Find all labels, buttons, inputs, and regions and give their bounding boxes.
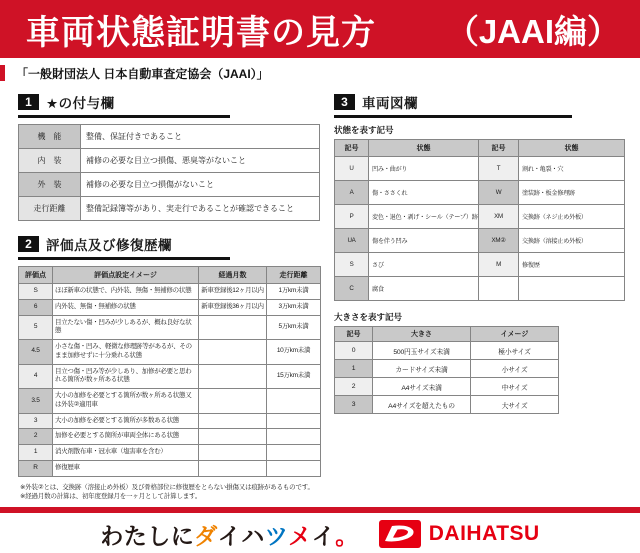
value-cell: 傷を伴う凹み — [369, 229, 479, 253]
symbol-cell: 2 — [335, 378, 373, 396]
value-cell: 傷・ささくれ — [369, 181, 479, 205]
daihatsu-slogan — [100, 518, 359, 551]
column-header: イメージ — [471, 327, 559, 342]
table-row — [19, 389, 321, 414]
table-row — [19, 340, 321, 365]
table-row — [19, 284, 321, 300]
table-row — [19, 460, 321, 476]
table-row — [19, 364, 321, 389]
section1-title: ★の付与欄 — [46, 96, 115, 111]
symbols-table-label: 状態を表す記号 — [334, 125, 394, 135]
footer-branding — [0, 515, 640, 553]
table-row — [19, 125, 320, 149]
value-cell — [199, 445, 267, 461]
table-row — [19, 315, 321, 340]
symbol-cell — [479, 277, 519, 301]
column-header: 大きさ — [373, 327, 471, 342]
symbol-cell: 外 装 — [19, 173, 81, 197]
value-cell: 消火剤散布車・冠水車（塩害車を含む） — [53, 445, 199, 461]
condition-symbols-table — [334, 139, 625, 301]
table-row — [335, 342, 559, 360]
table-row — [335, 229, 625, 253]
section2-header — [18, 234, 230, 260]
size-symbols-table — [334, 326, 559, 414]
title-banner — [0, 0, 640, 58]
symbol-cell: U — [335, 157, 369, 181]
slogan-character: ツ — [264, 522, 289, 549]
symbol-cell: C — [335, 277, 369, 301]
section3-title: 車両図欄 — [362, 96, 418, 111]
table-row — [335, 360, 559, 378]
symbol-cell: M — [479, 253, 519, 277]
left-column — [18, 86, 320, 477]
value-cell — [199, 429, 267, 445]
value-cell: カードサイズ未満 — [373, 360, 471, 378]
symbol-cell: 1 — [19, 445, 53, 461]
symbol-cell: 0 — [335, 342, 373, 360]
symbol-cell: W — [479, 181, 519, 205]
column-header: 状態 — [369, 140, 479, 157]
value-cell — [199, 340, 267, 365]
value-cell: 凹み・曲がり — [369, 157, 479, 181]
page-title-edition: （JAAI編） — [445, 12, 620, 50]
symbol-cell: 内 装 — [19, 149, 81, 173]
section3-header — [334, 92, 572, 118]
page-title: 車両状態証明書の見方 — [26, 13, 376, 52]
value-cell: 整備、保証付きであること — [81, 125, 320, 149]
sizes-table-label: 大きさを表す記号 — [334, 312, 403, 322]
symbol-cell: 2 — [19, 429, 53, 445]
symbol-cell: S — [19, 284, 53, 300]
slogan-character: ハ — [241, 522, 265, 549]
value-cell: 5万km未満 — [267, 315, 321, 340]
symbol-cell: 5 — [19, 315, 53, 340]
value-cell — [199, 413, 267, 429]
symbol-cell: 3 — [335, 396, 373, 414]
table-row — [19, 149, 320, 173]
value-cell: さび — [369, 253, 479, 277]
column-header: 評価点設定イメージ — [53, 267, 199, 284]
symbol-cell: 走行距離 — [19, 197, 81, 221]
value-cell: 塗装跡・板金修理跡 — [519, 181, 625, 205]
value-cell — [267, 389, 321, 414]
section1-header — [18, 92, 230, 118]
column-header: 経過月数 — [199, 267, 267, 284]
rating-table — [18, 266, 321, 477]
value-cell — [199, 364, 267, 389]
column-header: 状態 — [519, 140, 625, 157]
star-criteria-table — [18, 124, 320, 221]
value-cell: 修復歴車 — [53, 460, 199, 476]
organization-subtitle: 「一般財団法人 日本自動車査定協会（JAAI）」 — [16, 66, 269, 81]
column-header: 記号 — [335, 140, 369, 157]
section3-number-badge: 3 — [334, 94, 355, 110]
table-row — [19, 299, 321, 315]
column-header: 記号 — [335, 327, 373, 342]
value-cell — [519, 277, 625, 301]
slogan-character: イ — [311, 522, 336, 549]
table-row — [19, 413, 321, 429]
value-cell: 3万km未満 — [267, 299, 321, 315]
value-cell: 目立たない傷・凹みが少しあるが、概ね良好な状態 — [53, 315, 199, 340]
value-cell: 1万km未満 — [267, 284, 321, 300]
slogan-character: イ — [217, 522, 242, 549]
red-accent-bar — [0, 65, 5, 81]
table-row — [19, 173, 320, 197]
symbol-cell: R — [19, 460, 53, 476]
value-cell: 目立つ傷・凹み等が少しあり、加修が必要と思われる箇所が数ヶ所ある状態 — [53, 364, 199, 389]
value-cell: 腐食 — [369, 277, 479, 301]
value-cell: 内外装、無傷・無補修の状態 — [53, 299, 199, 315]
symbol-cell: S — [335, 253, 369, 277]
table-row — [335, 378, 559, 396]
value-cell: 変色・退色・剥げ・シール（テープ）跡 — [369, 205, 479, 229]
value-cell: 大小の加修を必要とする箇所が数ヶ所ある状態又は外装②適用車 — [53, 389, 199, 414]
symbol-cell: A — [335, 181, 369, 205]
table-row — [335, 396, 559, 414]
symbol-cell: 6 — [19, 299, 53, 315]
section2-number-badge: 2 — [18, 236, 39, 252]
footnotes — [20, 483, 640, 503]
bottom-red-divider — [0, 507, 640, 513]
column-header: 走行距離 — [267, 267, 321, 284]
value-cell: 小サイズ — [471, 360, 559, 378]
symbol-cell: XM② — [479, 229, 519, 253]
section2-title: 評価点及び修復歴欄 — [46, 238, 172, 253]
table-row — [19, 429, 321, 445]
symbol-cell: 3 — [19, 413, 53, 429]
value-cell — [199, 389, 267, 414]
column-header: 記号 — [479, 140, 519, 157]
section1-number-badge: 1 — [18, 94, 39, 110]
value-cell — [267, 460, 321, 476]
footnote-line: ※経過月数の計算は、初年度登録月を一ヶ月として計算します。 — [20, 493, 202, 501]
value-cell: 補修の必要な目立つ損傷、悪臭等がないこと — [81, 149, 320, 173]
value-cell: 極小サイズ — [471, 342, 559, 360]
value-cell: 10万km未満 — [267, 340, 321, 365]
symbol-cell: 1 — [335, 360, 373, 378]
symbol-cell: 4 — [19, 364, 53, 389]
value-cell: 小さな傷・凹み、軽微な修理跡等があるが、そのまま加修せずに十分乗れる状態 — [53, 340, 199, 365]
column-header: 評価点 — [19, 267, 53, 284]
content-columns — [0, 86, 640, 477]
value-cell: 新車登録後36ヶ月以内 — [199, 299, 267, 315]
symbol-cell: T — [479, 157, 519, 181]
value-cell: 割れ・亀裂・穴 — [519, 157, 625, 181]
value-cell — [199, 460, 267, 476]
table-row — [335, 277, 625, 301]
value-cell: 大サイズ — [471, 396, 559, 414]
slogan-character: に — [170, 522, 195, 549]
footnote-line: ※外装②とは、交換跡（溶接止め外板）及び骨格部位に修復歴をとらない損傷又は痕跡があるものです。 — [20, 483, 314, 491]
value-cell: ほぼ新車の状態で、内外装、無傷・無補修の状態 — [53, 284, 199, 300]
value-cell: 交換跡（溶接止め外板） — [519, 229, 625, 253]
slogan-character: メ — [288, 522, 312, 549]
table-row — [335, 181, 625, 205]
table-row — [335, 157, 625, 181]
table-row — [335, 253, 625, 277]
value-cell — [267, 413, 321, 429]
subtitle-row — [0, 62, 640, 84]
symbol-cell: 4.5 — [19, 340, 53, 365]
table-row — [335, 205, 625, 229]
daihatsu-logo — [379, 520, 540, 548]
slogan-character: し — [147, 522, 171, 549]
symbol-cell: UA — [335, 229, 369, 253]
right-column — [334, 86, 634, 477]
value-cell: 大小の加修を必要とする箇所が多数ある状態 — [53, 413, 199, 429]
symbol-cell: 機 能 — [19, 125, 81, 149]
value-cell: 中サイズ — [471, 378, 559, 396]
value-cell: 15万km未満 — [267, 364, 321, 389]
value-cell: 新車登録後12ヶ月以内 — [199, 284, 267, 300]
value-cell — [267, 429, 321, 445]
value-cell: 修復歴 — [519, 253, 625, 277]
table-row — [19, 197, 320, 221]
symbol-cell: 3.5 — [19, 389, 53, 414]
slogan-character: た — [123, 522, 148, 549]
daihatsu-d-mark-icon — [379, 520, 421, 548]
daihatsu-wordmark: DAIHATSU — [428, 522, 540, 546]
value-cell: A4サイズを超えたもの — [373, 396, 471, 414]
value-cell: 交換跡（ネジ止め外板） — [519, 205, 625, 229]
value-cell — [267, 445, 321, 461]
value-cell: 500円玉サイズ未満 — [373, 342, 471, 360]
table-row — [19, 445, 321, 461]
symbol-cell: XM — [479, 205, 519, 229]
slogan-character: 。 — [335, 522, 359, 549]
value-cell — [199, 315, 267, 340]
value-cell: A4サイズ未満 — [373, 378, 471, 396]
symbol-cell: P — [335, 205, 369, 229]
value-cell: 加修を必要とする箇所が車両全体にある状態 — [53, 429, 199, 445]
slogan-character: わ — [100, 522, 124, 549]
value-cell: 補修の必要な目立つ損傷がないこと — [81, 173, 320, 197]
slogan-character: ダ — [194, 522, 218, 549]
value-cell: 整備記録簿等があり、実走行であることが確認できること — [81, 197, 320, 221]
